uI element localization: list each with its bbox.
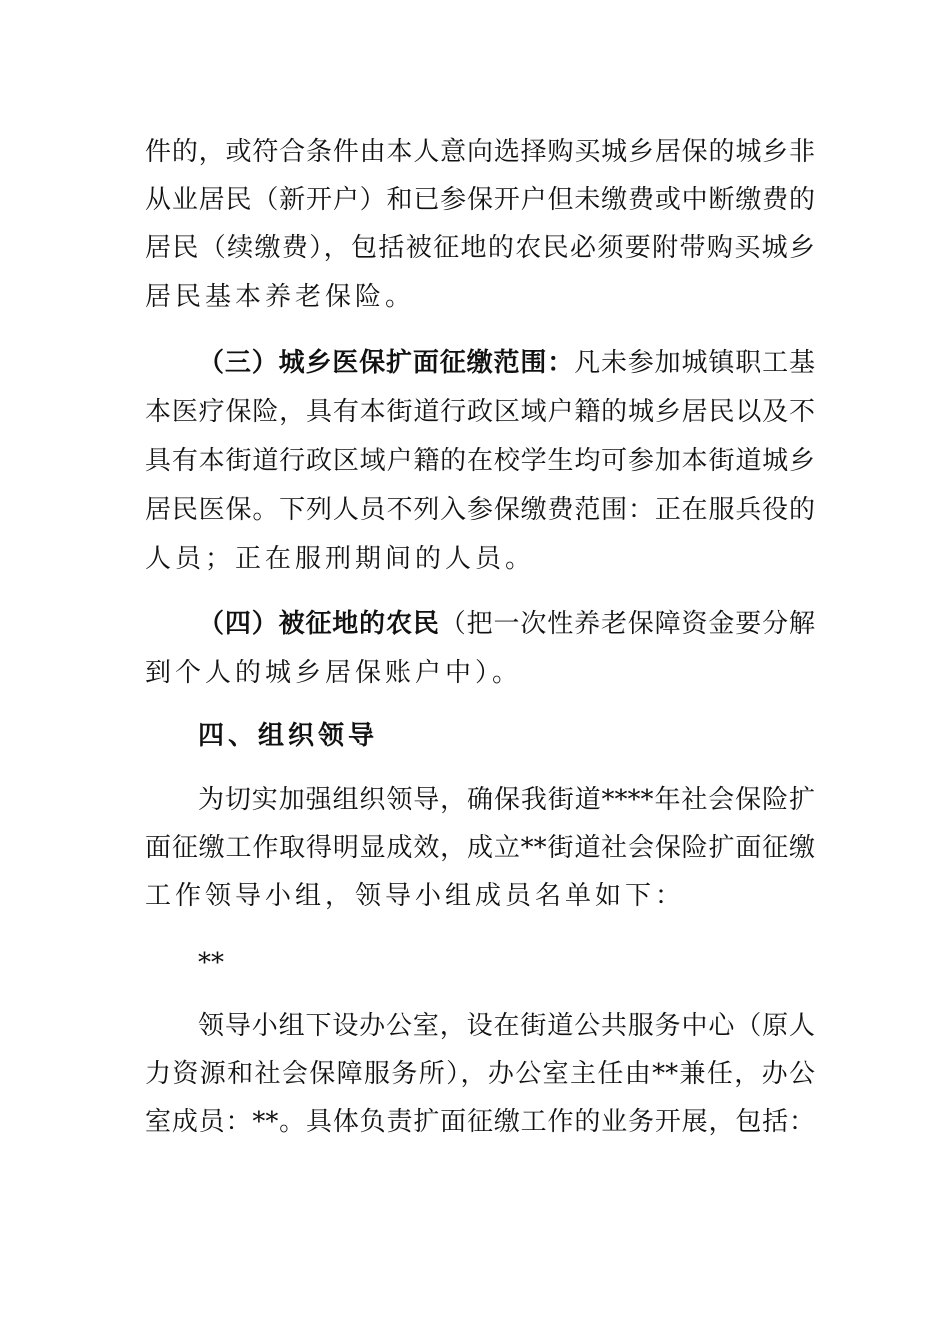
para2-line-3: 具有本街道行政区域户籍的在校学生均可参加本街道城乡 — [145, 446, 815, 476]
para2-line-1 — [198, 345, 815, 381]
para2-line-4: 居民医保。下列人员不列入参保缴费范围：正在服兵役的 — [145, 495, 815, 525]
para5-line-3: 室成员：**。具体负责扩面征缴工作的业务开展，包括： — [145, 1107, 815, 1137]
para5-line-1: 领导小组下设办公室，设在街道公共服务中心（原人 — [198, 1011, 815, 1041]
para2-line-2: 本医疗保险，具有本街道行政区域户籍的城乡居民以及不 — [145, 397, 815, 427]
members-list: ** — [198, 948, 224, 978]
para1-line-2: 从业居民（新开户）和已参保开户但未缴费或中断缴费的 — [145, 185, 815, 215]
para3-heading: （四）被征地的农民 — [198, 609, 440, 639]
para4-line-3: 工作领导小组，领导小组成员名单如下： — [145, 881, 686, 911]
para2-heading: （三）城乡医保扩面征缴范围： — [198, 348, 575, 378]
section-4-title: 四、组织领导 — [198, 721, 379, 751]
para2-first-line-rest: 凡未参加城镇职工基 — [574, 348, 815, 378]
para1-line-4: 居民基本养老保险。 — [145, 282, 416, 312]
para3-line-1 — [198, 606, 815, 642]
para1-line-1: 件的，或符合条件由本人意向选择购买城乡居保的城乡非 — [145, 137, 815, 167]
para1-line-3: 居民（续缴费），包括被征地的农民必须要附带购买城乡 — [145, 233, 815, 263]
para3-first-line-rest: （把一次性养老保障资金要分解 — [439, 609, 815, 639]
para3-line-2: 到个人的城乡居保账户中）。 — [145, 658, 523, 688]
para4-line-1: 为切实加强组织领导，确保我街道****年社会保险扩 — [198, 785, 815, 815]
para2-line-5: 人员；正在服刑期间的人员。 — [145, 544, 536, 574]
para5-line-2: 力资源和社会保障服务所），办公室主任由**兼任，办公 — [145, 1059, 815, 1089]
para4-line-2: 面征缴工作取得明显成效，成立**街道社会保险扩面征缴 — [145, 833, 815, 863]
